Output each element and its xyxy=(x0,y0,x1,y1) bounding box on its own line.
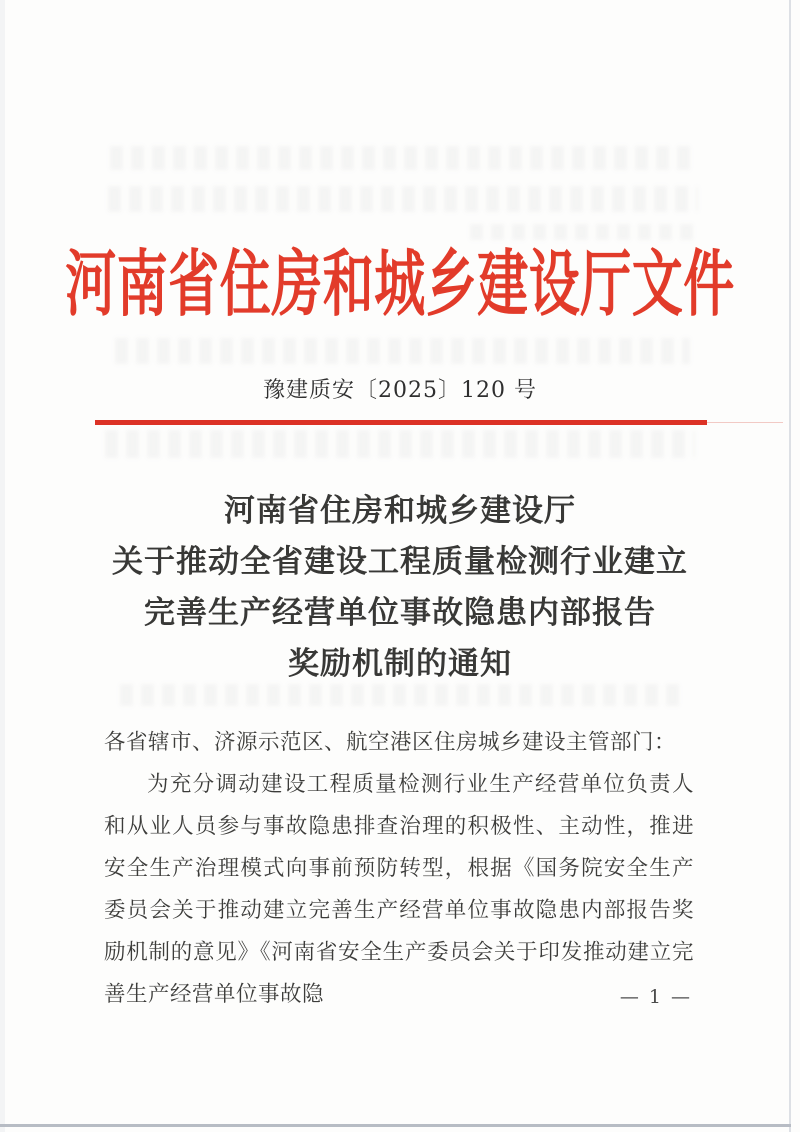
doc-number: 豫建质安〔2025〕120 号 xyxy=(263,378,537,403)
bleed-through-artifact xyxy=(110,146,695,170)
page-edge-left xyxy=(0,0,5,1132)
page-number: — 1 — xyxy=(619,986,692,1008)
notice-title-line: 关于推动全省建设工程质量检测行业建立 xyxy=(112,544,688,580)
notice-title-line: 奖励机制的通知 xyxy=(288,646,512,682)
page-edge-right xyxy=(789,0,791,1132)
agency-header-title: 河南省住房和城乡建设厅文件 xyxy=(65,242,735,328)
red-divider-rule xyxy=(95,420,707,425)
body-paragraph: 为充分调动建设工程质量检测行业生产经营单位负责人和从业人员参与事故隐患排查治理的积极性、主动性，推进安全生产治理模式向事前预防转型，根据《国务院安全生产委员会关于推动建立完善生产经营单位事故隐患内部报告奖励机制的意见》《河南省安全生产委员会关于印发推动建立完善生产经营单位事故隐 xyxy=(104,772,694,1007)
notice-title xyxy=(0,486,800,690)
bleed-through-artifact xyxy=(108,186,698,212)
bleed-through-artifact xyxy=(105,430,695,458)
notice-title-line: 完善生产经营单位事故隐患内部报告 xyxy=(144,595,656,631)
notice-title-line: 河南省住房和城乡建设厅 xyxy=(224,493,576,529)
salutation: 各省辖市、济源示范区、航空港区住房城乡建设主管部门： xyxy=(104,730,677,755)
page-edge-bottom xyxy=(0,1124,791,1127)
red-divider-rule-ghost xyxy=(707,422,783,423)
